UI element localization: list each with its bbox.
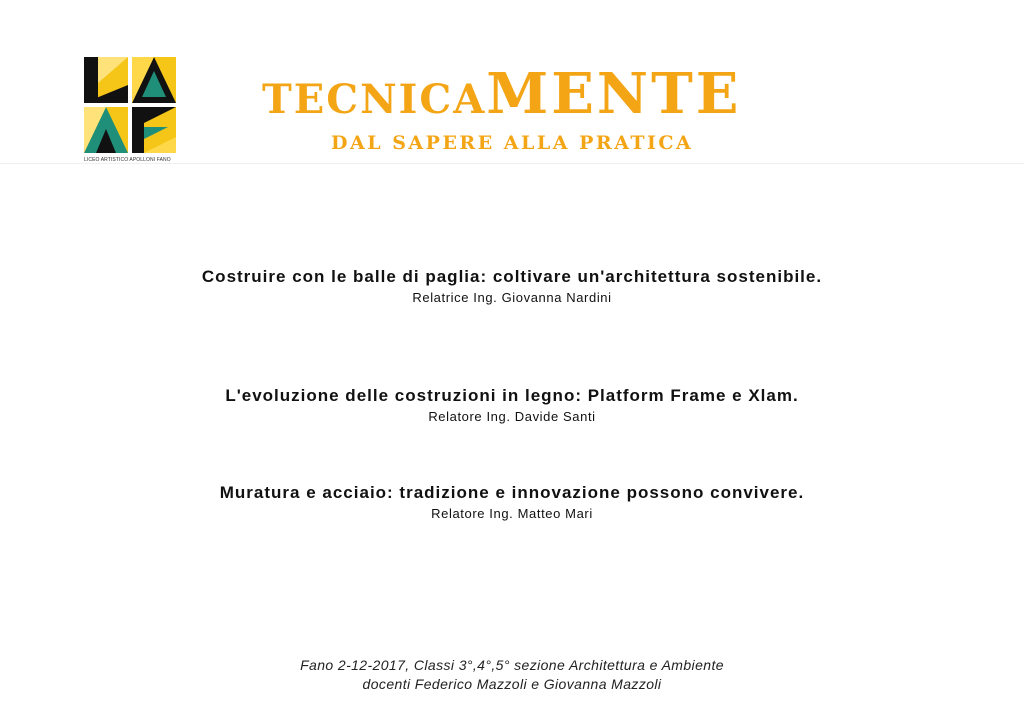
- talk-item: [0, 386, 1024, 424]
- logo-caption: LICEO ARTISTICO APOLLONI FANO: [84, 157, 171, 163]
- talk-title: L'evoluzione delle costruzioni in legno: Platform Frame e Xlam.: [225, 386, 799, 405]
- talk-item: [0, 267, 1024, 305]
- footer-line-2: docenti Federico Mazzoli e Giovanna Mazzoli: [362, 676, 662, 692]
- talk-speaker: Relatore Ing. Davide Santi: [428, 409, 596, 424]
- school-logo: [84, 57, 176, 167]
- title-part-small: TECNICA: [262, 76, 487, 123]
- talk-title: Costruire con le balle di paglia: coltivare un'architettura sostenibile.: [201, 267, 823, 286]
- page-subtitle: DAL SAPERE ALLA PRATICA: [331, 132, 694, 154]
- footer-line-1: Fano 2-12-2017, Classi 3°,4°,5° sezione Architettura e Ambiente: [300, 657, 724, 673]
- footer: [0, 656, 1024, 694]
- logo-mark-icon: [84, 57, 176, 157]
- header: [0, 0, 1024, 165]
- talk-speaker: Relatrice Ing. Giovanna Nardini: [412, 290, 612, 305]
- title-part-big: MENTE: [486, 61, 742, 127]
- talk-speaker: Relatore Ing. Matteo Mari: [431, 506, 593, 521]
- page-title: [262, 61, 782, 127]
- talk-item: [0, 483, 1024, 521]
- talk-title: Muratura e acciaio: tradizione e innovazione possono convivere.: [219, 483, 805, 502]
